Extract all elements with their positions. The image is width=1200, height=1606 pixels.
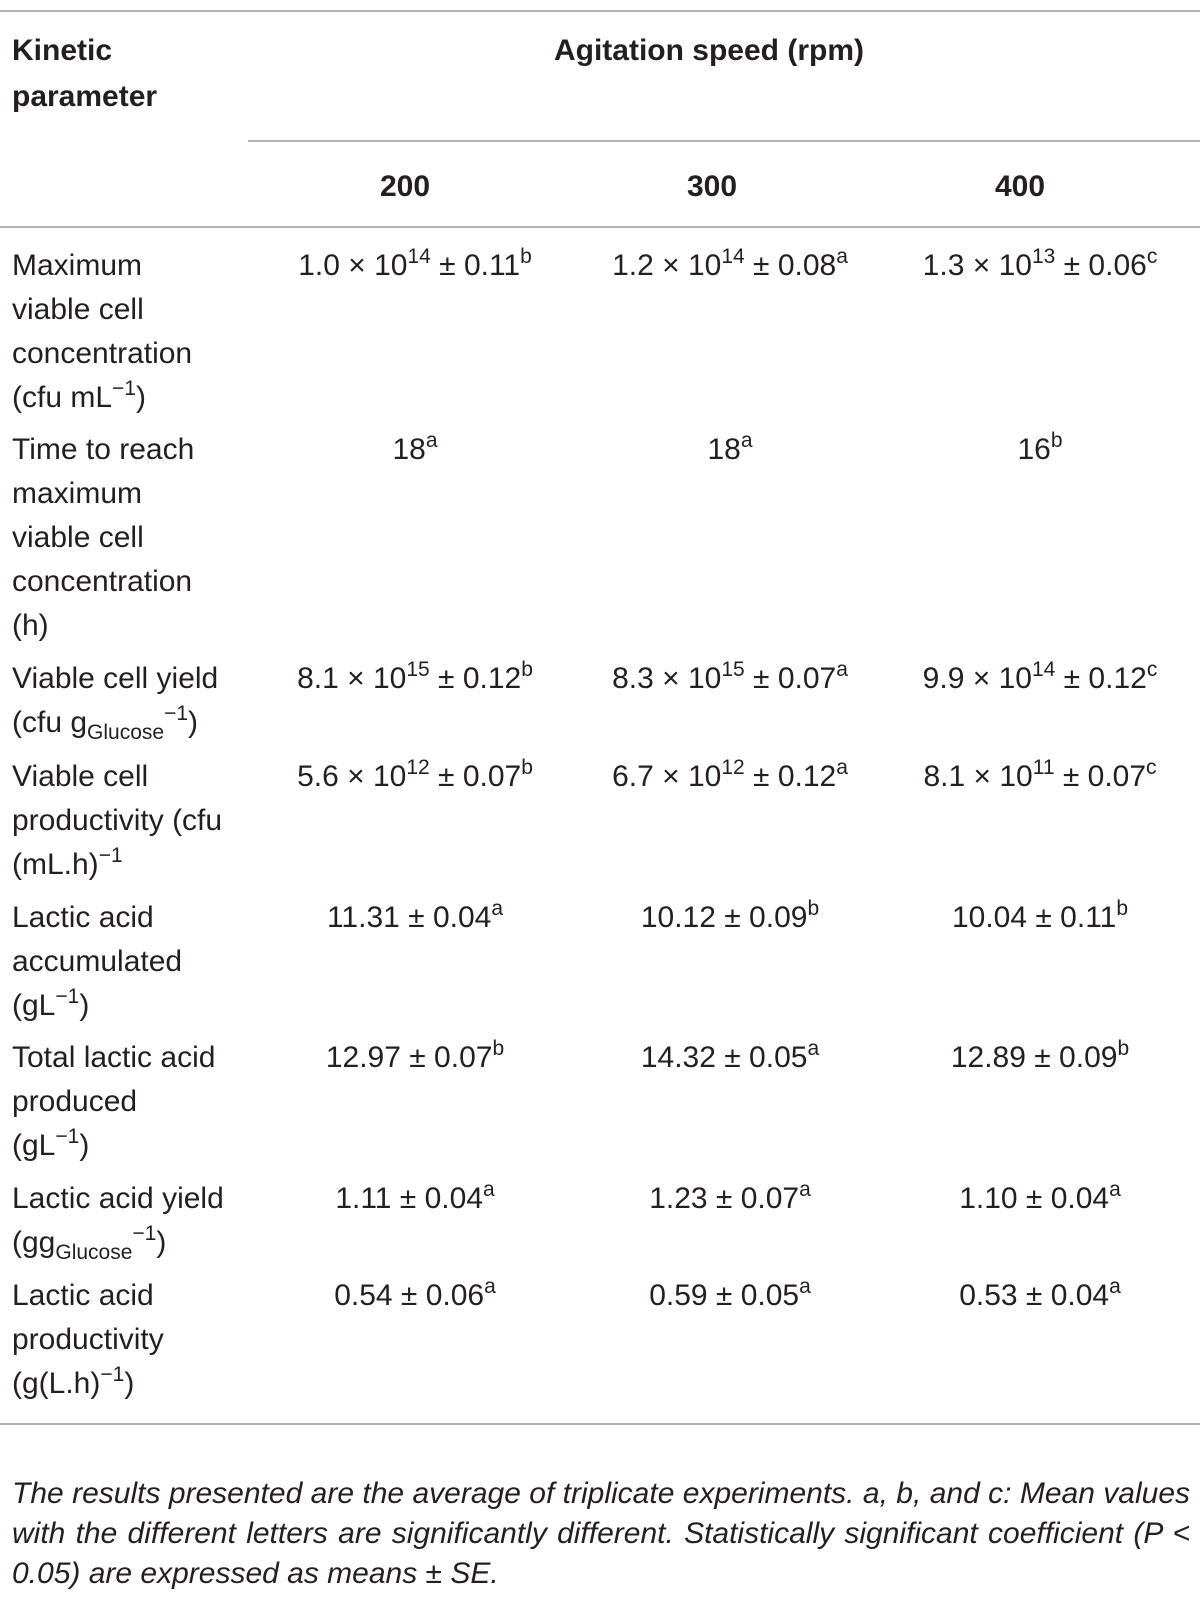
param-header-line2: parameter [12,80,158,113]
cell-200: 1.11 ± 0.04$^a$ [335,1178,495,1215]
cell-300: 18$^a$ [707,429,753,466]
group-header-rule [248,140,1200,142]
speed-header-200: 200 [379,170,431,203]
cell-400: 12.89 ± 0.09$^b$ [950,1037,1130,1074]
cell-300: $8.3 \times 10^{15} \pm 0.07^a$ [612,658,848,695]
row-label: Viable cell productivity (cfu $(mL.h)^{-1}$ [12,760,223,881]
cell-200: $8.1 \times 10^{15} \pm 0.12^b$ [297,658,533,695]
cell-300: 1.23 ± 0.07$^a$ [649,1178,811,1215]
header-bottom-rule [0,226,1200,228]
row-label: Time to reach maximum viable cell concentration (h) [12,433,195,642]
cell-400: 0.53 ± 0.04$^a$ [959,1275,1121,1312]
cell-200: $5.6 \times 10^{12} \pm 0.07^b$ [297,756,533,793]
cell-400: $8.1 \times 10^{11} \pm 0.07^c$ [923,756,1157,793]
row-label: Lactic acid yield $(gg_{Glucose}^{-1})$ [12,1182,224,1264]
cell-400: 10.04 ± 0.11$^b$ [951,897,1129,934]
param-column-header [12,28,157,120]
row-label: Total lactic acid produced $(gL^{-1})$ [12,1041,216,1162]
row-label: Maximum viable cell concentration (cfu $mL^{-1}$) [12,249,193,414]
cell-300: $6.7 \times 10^{12} \pm 0.12^a$ [612,756,848,793]
cell-200: 18$^a$ [392,429,438,466]
cell-300: 14.32 ± 0.05$^a$ [640,1037,820,1074]
param-header-line1: Kinetic [12,34,113,67]
table-footnote: The results presented are the average of triplicate experiments. a, b, and c: Mean values with the different letters are significantly different. Statistically significant coefficient (P < 0.05) are expressed as means ± SE. [12,1477,1190,1590]
cell-200: 12.97 ± 0.07$^b$ [325,1037,505,1074]
top-rule [0,10,1200,12]
cell-400: 16$^b$ [1017,429,1063,466]
speed-header-300: 300 [686,170,738,203]
agitation-group-header: Agitation speed (rpm) [553,34,864,67]
row-label: Lactic acid accumulated $(gL^{-1})$ [12,901,183,1022]
cell-300: 0.59 ± 0.05$^a$ [649,1275,811,1312]
cell-200: 0.54 ± 0.06$^a$ [334,1275,496,1312]
cell-400: 1.10 ± 0.04$^a$ [959,1178,1121,1215]
speed-header-400: 400 [994,170,1046,203]
cell-200: 11.31 ± 0.04$^a$ [326,897,504,934]
cell-200: $1.0 \times 10^{14} \pm 0.11^b$ [298,245,532,282]
table-bottom-rule [0,1423,1200,1425]
row-label: Viable cell yield (cfu $g_{Glucose}^{-1}$) [12,662,219,744]
cell-300: $1.2 \times 10^{14} \pm 0.08^a$ [612,245,848,282]
row-label: Lactic acid productivity $(g(L.h)^{-1})$ [12,1279,164,1400]
cell-400: $9.9 \times 10^{14} \pm 0.12^c$ [922,658,1158,695]
cell-400: $1.3 \times 10^{13} \pm 0.06^c$ [922,245,1158,282]
cell-300: 10.12 ± 0.09$^b$ [640,897,820,934]
